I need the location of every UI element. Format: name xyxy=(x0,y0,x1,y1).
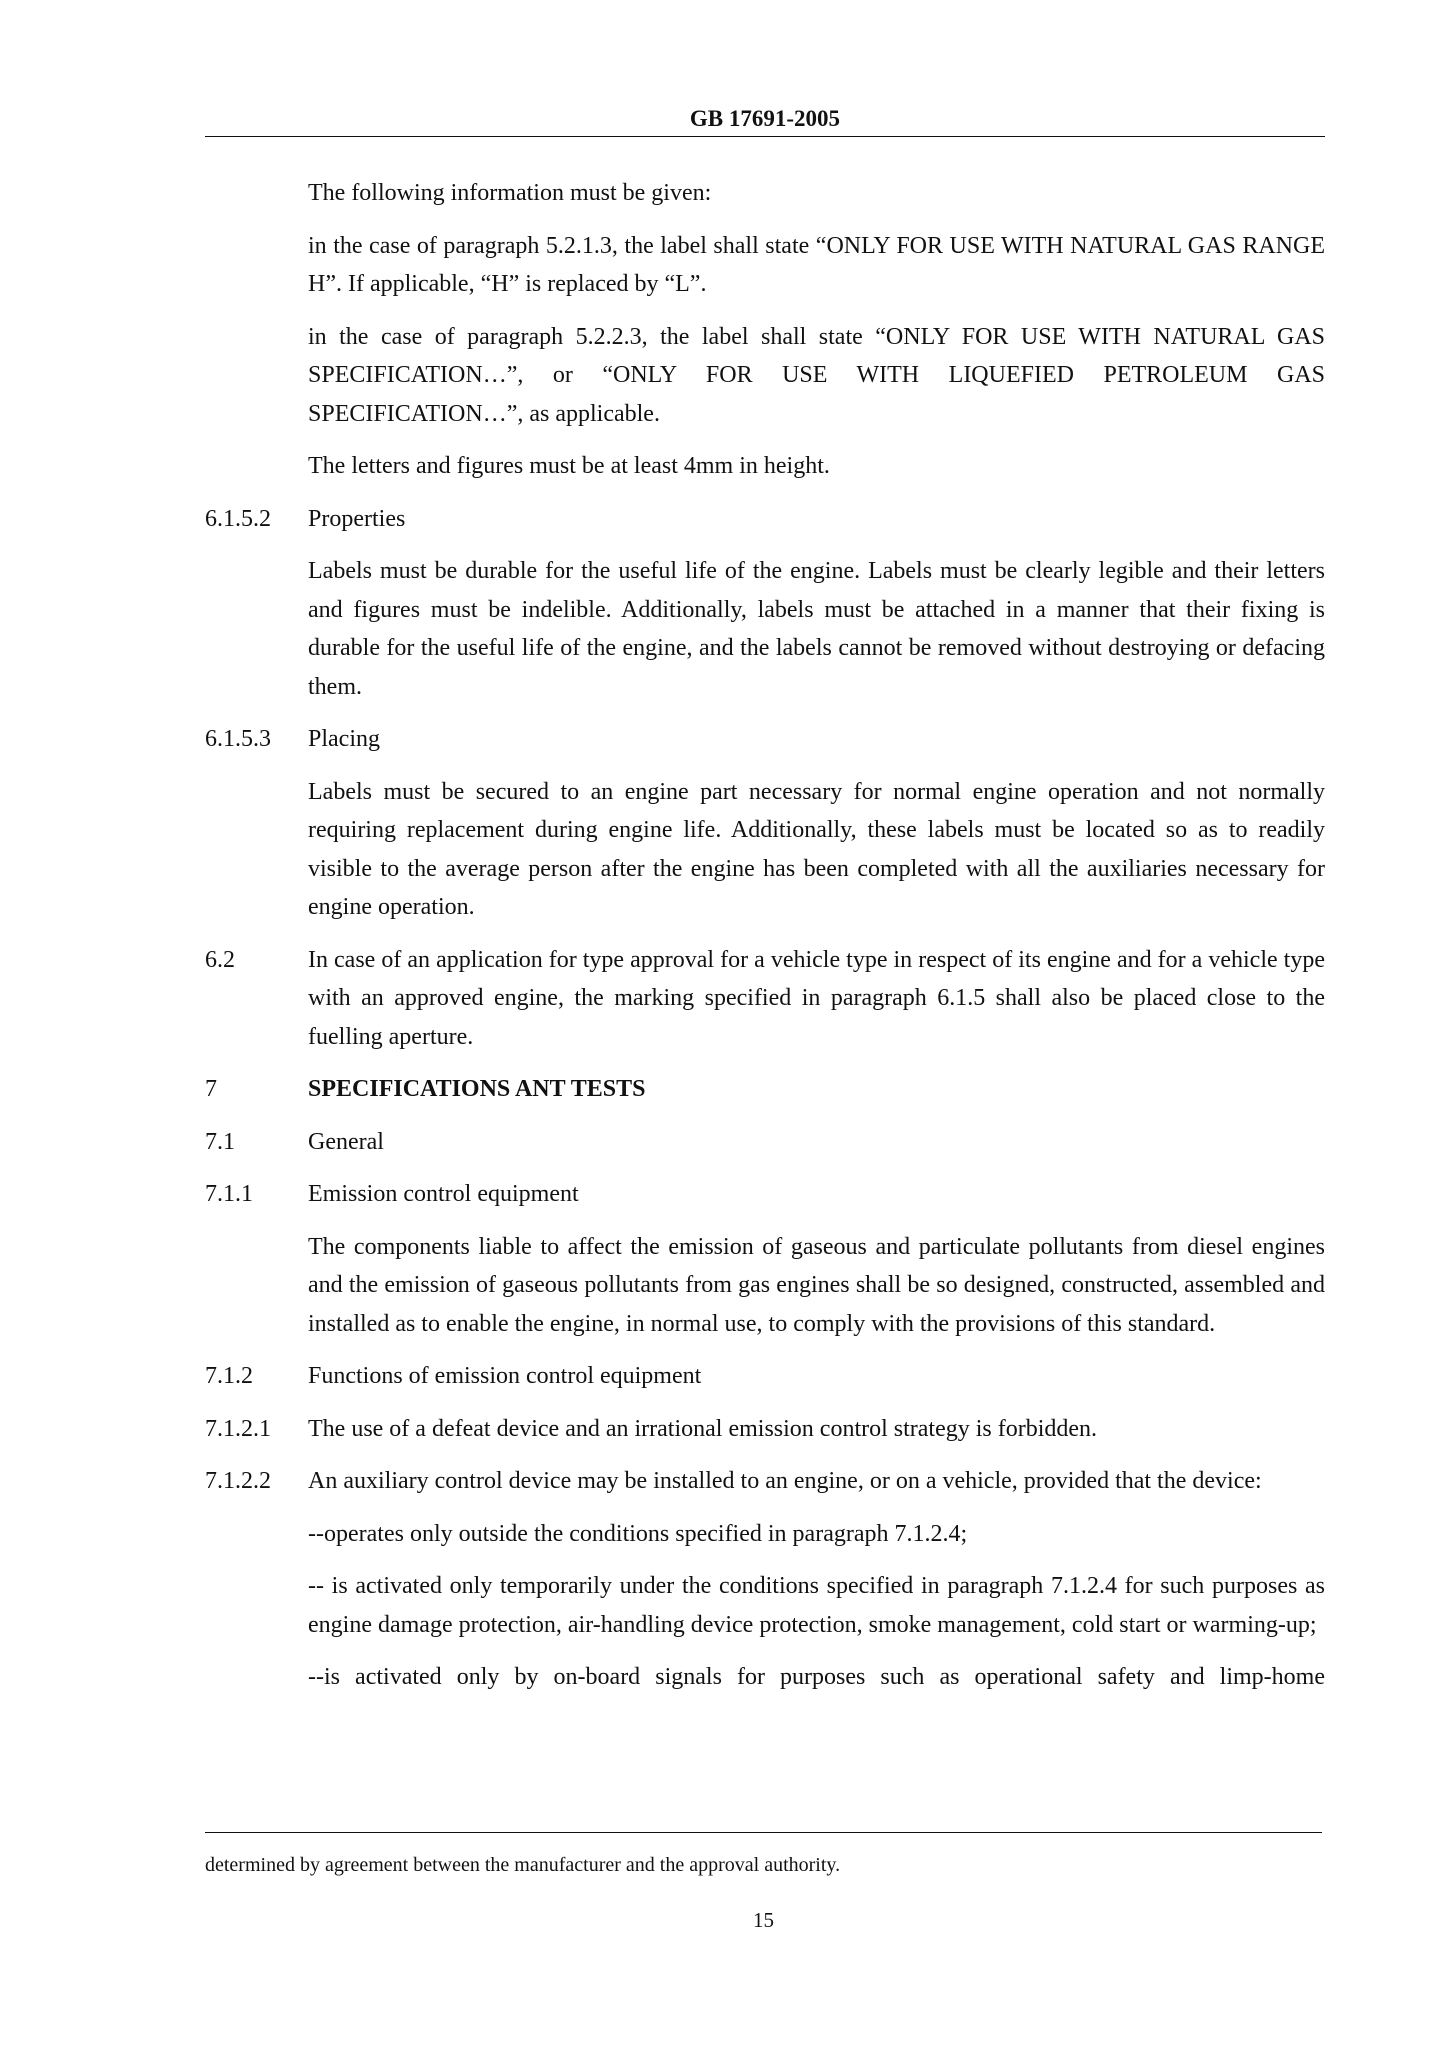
header-rule xyxy=(205,136,1325,137)
section-heading xyxy=(205,500,1325,539)
section-number: 7.1.2 xyxy=(205,1363,253,1389)
section-text: In case of an application for type approval for a vehicle type in respect of its engine and for a vehicle type with an approved engine, the marking specified in paragraph 6.1.5 shall also be placed close to the fuelling aperture. xyxy=(308,946,1325,1050)
list-item: --is activated only by on-board signals for purposes such as operational safety and limp-home xyxy=(308,1664,1325,1690)
section-heading xyxy=(205,1123,1325,1162)
section-title: Functions of emission control equipment xyxy=(308,1363,702,1389)
list-item: -- is activated only temporarily under the conditions specified in paragraph 7.1.2.4 for such purposes as engine damage protection, air-handling device protection, smoke management, cold start or warming-up; xyxy=(308,1573,1325,1638)
section-title: Placing xyxy=(308,726,380,752)
section-title: Emission control equipment xyxy=(308,1181,579,1207)
section-text: An auxiliary control device may be installed to an engine, or on a vehicle, provided that the device: xyxy=(308,1468,1262,1494)
section-number: 7.1.2.2 xyxy=(205,1468,271,1494)
page-number: 15 xyxy=(753,1908,774,1932)
intro-lead: The following information must be given: xyxy=(308,180,712,206)
section-text: Labels must be secured to an engine part necessary for normal engine operation and not normally requiring replacement during engine life. Additionally, these labels must be located so as to readily visible to the average person after the engine has been completed with all the auxiliaries necessary for engine operation. xyxy=(308,778,1325,920)
section-number: 7.1 xyxy=(205,1128,235,1155)
section-paragraph xyxy=(205,941,1325,1057)
section-number: 7.1.1 xyxy=(205,1181,253,1207)
section-heading xyxy=(205,1357,1325,1396)
list-item: --operates only outside the conditions specified in paragraph 7.1.2.4; xyxy=(308,1520,968,1547)
section-text: The use of a defeat device and an irrational emission control strategy is forbidden. xyxy=(308,1415,1098,1442)
header-title: GB 17691-2005 xyxy=(689,106,841,131)
intro-item: in the case of paragraph 5.2.1.3, the label shall state “ONLY FOR USE WITH NATURAL GAS RANGE H”. If applicable, “H” is replaced by “L”. xyxy=(308,232,1325,297)
footnote-rule xyxy=(205,1832,1322,1833)
section-text: Labels must be durable for the useful life of the engine. Labels must be clearly legible and their letters and figures must be indelible. Additionally, labels must be attached in a manner that their fixing is durable for the useful life of the engine, and the labels cannot be removed without destroying or defacing them. xyxy=(308,558,1325,700)
chapter-title: SPECIFICATIONS ANT TESTS xyxy=(308,1076,646,1102)
section-title: General xyxy=(308,1128,384,1155)
section-heading xyxy=(205,720,1325,759)
section-text: The components liable to affect the emission of gaseous and particulate pollutants from diesel engines and the emission of gaseous pollutants from gas engines shall be so designed, constructed, assembled and installed as to enable the engine, in normal use, to comply with the provisions of this standard. xyxy=(308,1233,1325,1337)
section-number: 6.2 xyxy=(205,946,235,973)
document-body xyxy=(205,174,1325,1711)
intro-item: The letters and figures must be at least 4mm in height. xyxy=(308,453,830,479)
section-number: 6.1.5.3 xyxy=(205,726,271,752)
section-paragraph xyxy=(205,1462,1325,1501)
section-number: 7.1.2.1 xyxy=(205,1415,271,1442)
section-number: 6.1.5.2 xyxy=(205,505,271,532)
section-title: Properties xyxy=(308,505,406,532)
chapter-heading xyxy=(205,1070,1325,1109)
intro-item: in the case of paragraph 5.2.2.3, the label shall state “ONLY FOR USE WITH NATURAL GAS SPECIFICATION…”, or “ONLY FOR USE WITH LIQUEFIED PETROLEUM GAS SPECIFICATION…”, as applicable. xyxy=(308,323,1325,427)
footnote: determined by agreement between the manufacturer and the approval authority. xyxy=(205,1854,841,1876)
section-paragraph xyxy=(205,1410,1325,1449)
section-number: 7 xyxy=(205,1076,217,1102)
section-heading xyxy=(205,1175,1325,1214)
